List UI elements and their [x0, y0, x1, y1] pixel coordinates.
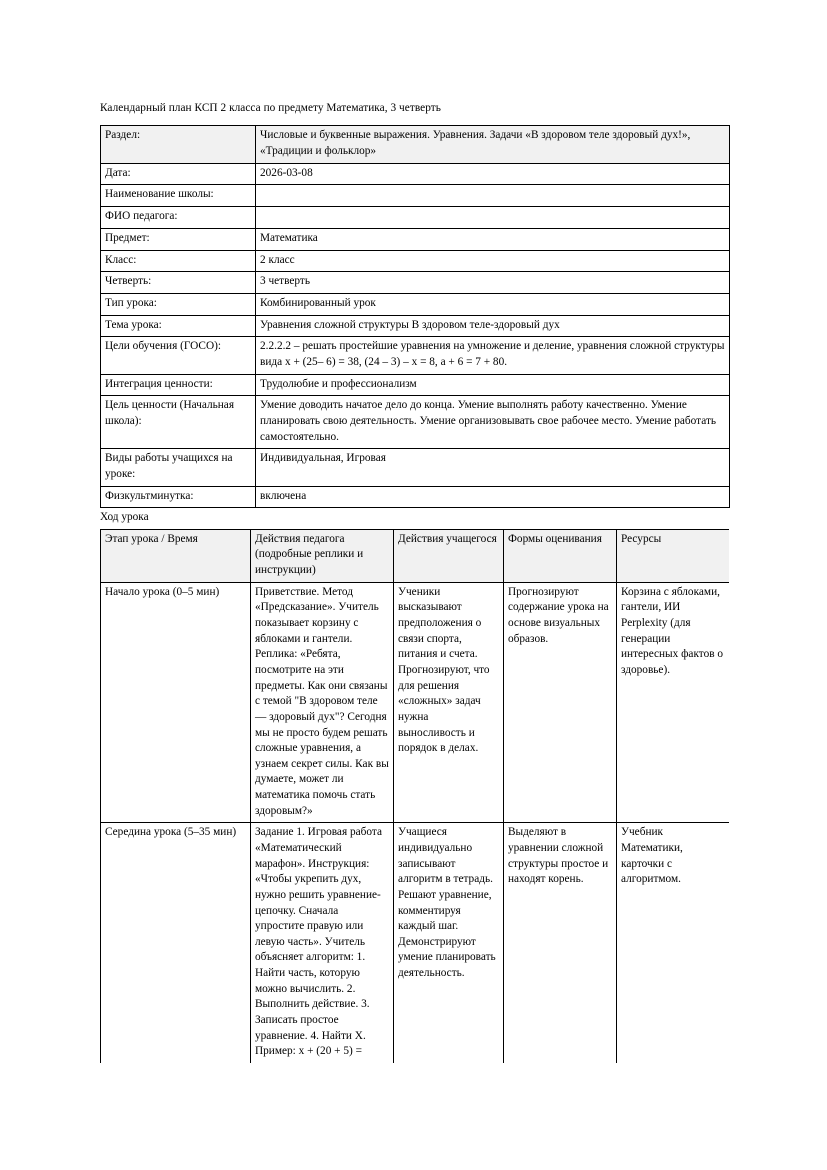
table-row — [101, 486, 730, 508]
table-row — [101, 294, 730, 316]
cell-stage: Начало урока (0–5 мин) — [101, 582, 251, 823]
info-value: Трудолюбие и профессионализм — [256, 374, 730, 396]
info-value: Комбинированный урок — [256, 294, 730, 316]
lesson-info-table — [100, 125, 730, 508]
cell-resources: Учебник Математики, карточки с алгоритмом. — [617, 823, 730, 1063]
table-row — [101, 582, 730, 823]
info-label: Предмет: — [101, 229, 256, 251]
table-row — [101, 207, 730, 229]
info-label: Виды работы учащихся на уроке: — [101, 449, 256, 486]
info-label: Цели обучения (ГОСО): — [101, 337, 256, 374]
table-row — [101, 823, 730, 1063]
info-label: Тип урока: — [101, 294, 256, 316]
info-label: Цель ценности (Начальная школа): — [101, 396, 256, 449]
table-row — [101, 315, 730, 337]
cell-teacher-actions: Приветствие. Метод «Предсказание». Учитель показывает корзину с яблоками и гантели. Реплика: «Ребята, посмотрите на эти предметы. Как они связаны с темой "В здоровом теле — здоровый дух"? Сегодня мы не просто будем решать сложные уравнения, а узнаем секрет силы. Как вы думаете, может ли математика помочь стать здоровым?» — [251, 582, 394, 823]
table-row — [101, 250, 730, 272]
info-value: включена — [256, 486, 730, 508]
table-row — [101, 272, 730, 294]
table-row — [101, 449, 730, 486]
info-value: 2026-03-08 — [256, 163, 730, 185]
info-label: Наименование школы: — [101, 185, 256, 207]
column-header-assessment-forms: Формы оценивания — [504, 529, 617, 582]
lesson-flow-table-clip — [100, 529, 729, 1063]
table-row — [101, 374, 730, 396]
info-value: Числовые и буквенные выражения. Уравнения. Задачи «В здоровом теле здоровый дух!», «Традиции и фольклор» — [256, 126, 730, 163]
cell-teacher-actions: Задание 1. Игровая работа «Математический марафон». Инструкция: «Чтобы укрепить дух, нужно решить уравнение-цепочку. Сначала упростите правую или левую часть». Учитель объясняет алгоритм: 1. Найти часть, которую можно вычислить. 2. Выполнить действие. 3. Записать простое уравнение. 4. Найти X. Пример: x + (20 + 5) = — [251, 823, 394, 1063]
table-row — [101, 337, 730, 374]
column-header-resources: Ресурсы — [617, 529, 730, 582]
table-header-row — [101, 529, 730, 582]
info-value — [256, 207, 730, 229]
lesson-flow-table — [100, 529, 729, 1063]
lesson-flow-header — [101, 529, 730, 582]
column-header-stage: Этап урока / Время — [101, 529, 251, 582]
lesson-flow-body — [101, 582, 730, 1063]
page-title: Календарный план КСП 2 класса по предмету Математика, 3 четверть — [100, 102, 441, 114]
info-label: Четверть: — [101, 272, 256, 294]
column-header-teacher-actions: Действия педагога (подробные реплики и инструкции) — [251, 529, 394, 582]
cell-stage: Середина урока (5–35 мин) — [101, 823, 251, 1063]
table-row — [101, 229, 730, 251]
info-label: Класс: — [101, 250, 256, 272]
info-value — [256, 185, 730, 207]
info-value: 3 четверть — [256, 272, 730, 294]
info-value: 2.2.2.2 – решать простейшие уравнения на умножение и деление, уравнения сложной структуры вида x + (25– 6) = 38, (24 – 3) – x = 8, a + 6 = 7 + 80. — [256, 337, 730, 374]
cell-assessment-forms: Выделяют в уравнении сложной структуры простое и находят корень. — [504, 823, 617, 1063]
page-content — [100, 101, 729, 1063]
table-row — [101, 185, 730, 207]
table-row — [101, 126, 730, 163]
cell-student-actions: Ученики высказывают предположения о связи спорта, питания и счета. Прогнозируют, что для решения «сложных» задач нужна выносливость и порядок в делах. — [394, 582, 504, 823]
column-header-student-actions: Действия учащегося — [394, 529, 504, 582]
info-label: Раздел: — [101, 126, 256, 163]
info-value: Умение доводить начатое дело до конца. Умение выполнять работу качественно. Умение планировать свою деятельность. Умение организовывать свое рабочее место. Умение работать самостоятельно. — [256, 396, 730, 449]
info-value: Индивидуальная, Игровая — [256, 449, 730, 486]
info-label: ФИО педагога: — [101, 207, 256, 229]
lesson-flow-heading: Ход урока — [100, 511, 149, 524]
cell-student-actions: Учащиеся индивидуально записывают алгоритм в тетрадь. Решают уравнение, комментируя каждый шаг. Демонстрируют умение планировать деятельность. — [394, 823, 504, 1063]
table-row — [101, 396, 730, 449]
info-value: Математика — [256, 229, 730, 251]
info-label: Тема урока: — [101, 315, 256, 337]
info-label: Физкультминутка: — [101, 486, 256, 508]
table-row — [101, 163, 730, 185]
info-label: Дата: — [101, 163, 256, 185]
cell-assessment-forms: Прогнозируют содержание урока на основе визуальных образов. — [504, 582, 617, 823]
cell-resources: Корзина с яблоками, гантели, ИИ Perplexity (для генерации интересных фактов о здоровье). — [617, 582, 730, 823]
info-value: Уравнения сложной структуры В здоровом теле-здоровый дух — [256, 315, 730, 337]
info-label: Интеграция ценности: — [101, 374, 256, 396]
info-value: 2 класс — [256, 250, 730, 272]
lesson-info-body — [101, 126, 730, 508]
